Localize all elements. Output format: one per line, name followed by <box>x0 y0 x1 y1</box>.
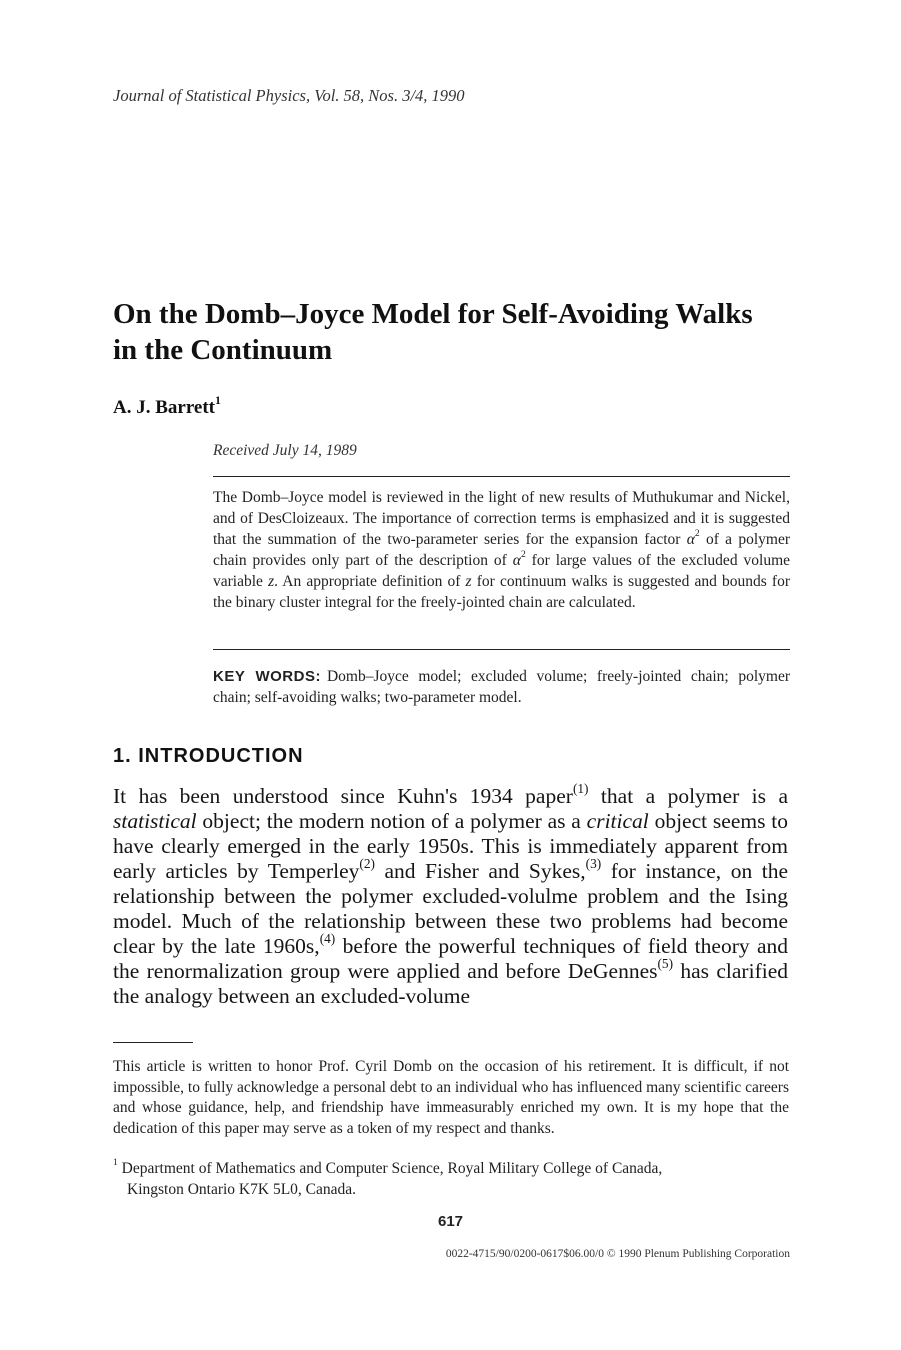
citation-ref: (5) <box>657 955 674 971</box>
author-name: A. J. Barrett <box>113 397 216 418</box>
author-footnote-mark: 1 <box>215 393 221 407</box>
key-words-text: Domb–Joyce model; excluded volume; freely-jointed chain; polymer chain; self-avoiding walks; two-parameter model. <box>213 668 790 706</box>
citation-ref: (4) <box>319 930 336 946</box>
introduction-paragraph: It has been understood since Kuhn's 1934 paper$^{(1)}$ that a polymer is a statistical object; the modern notion of a polymer as a critical object seems to have clearly emerged in the early 1950s. This is immediately apparent from early articles by Temperley$^{(2)}$ and Fisher and Sykes,$^{(3)}$ for instance, on the relationship between the polymer excluded-volulme problem and the Ising model. Much of the relationship between these two problems had become clear by the late 1960s,$^{(4)}$ before the powerful techniques of field theory and the renormalization group were applied and before DeGennes$^{(5)}$ has clarified the analogy between an excluded-volume <box>113 780 789 1008</box>
abstract-bottom-rule <box>213 649 790 650</box>
citation-ref: (3) <box>585 855 602 871</box>
dedication-footnote: This article is written to honor Prof. Cyril Domb on the occasion of his retirement. It is difficult, if not impossible, to fully acknowledge a personal debt to an individual who has influenced many scientific careers and whose guidance, help, and friendship have immeasurably enriched my own. It is my hope that the dedication of this paper may serve as a token of my respect and thanks. <box>113 1058 789 1137</box>
citation-ref: (1) <box>572 780 589 796</box>
key-words-label: KEY WORDS: <box>213 668 321 685</box>
affiliation-footnote: $^1$ Department of Mathematics and Computer Science, Royal Military College of Canada, Kingston Ontario K7K 5L0, Canada. <box>113 1157 663 1198</box>
copyright-line: 0022-4715/90/0200-0617$06.00/0 © 1990 Plenum Publishing Corporation <box>445 1248 790 1260</box>
title-line-2: in the Continuum <box>113 334 333 366</box>
footnote-rule <box>113 1042 193 1043</box>
journal-citation: Journal of Statistical Physics, Vol. 58, Nos. 3/4, 1990 <box>113 86 465 105</box>
abstract: The Domb–Joyce model is reviewed in the light of new results of Muthukumar and Nickel, and of DesCloizeaux. The importance of correction terms is emphasized and it is suggested that the summation of the two-parameter series for the expansion factor $\alpha^2$ of a polymer chain provides only part of the description of $\alpha^2$ for large values of the excluded volume variable z. An appropriate definition of z for continuum walks is suggested and bounds for the binary cluster integral for the freely-jointed chain are calculated. <box>213 489 791 611</box>
page-number: 617 <box>437 1213 464 1230</box>
key-words <box>213 666 790 708</box>
section-heading: 1. INTRODUCTION <box>113 745 304 767</box>
abstract-top-rule <box>213 476 790 477</box>
title-line-1: On the Domb–Joyce Model for Self-Avoiding Walks <box>113 298 753 330</box>
affiliation-mark: 1 <box>113 1157 118 1169</box>
paper-title <box>113 296 813 368</box>
citation-ref: (2) <box>359 855 375 871</box>
author <box>113 393 221 419</box>
received-date: Received July 14, 1989 <box>213 442 357 459</box>
